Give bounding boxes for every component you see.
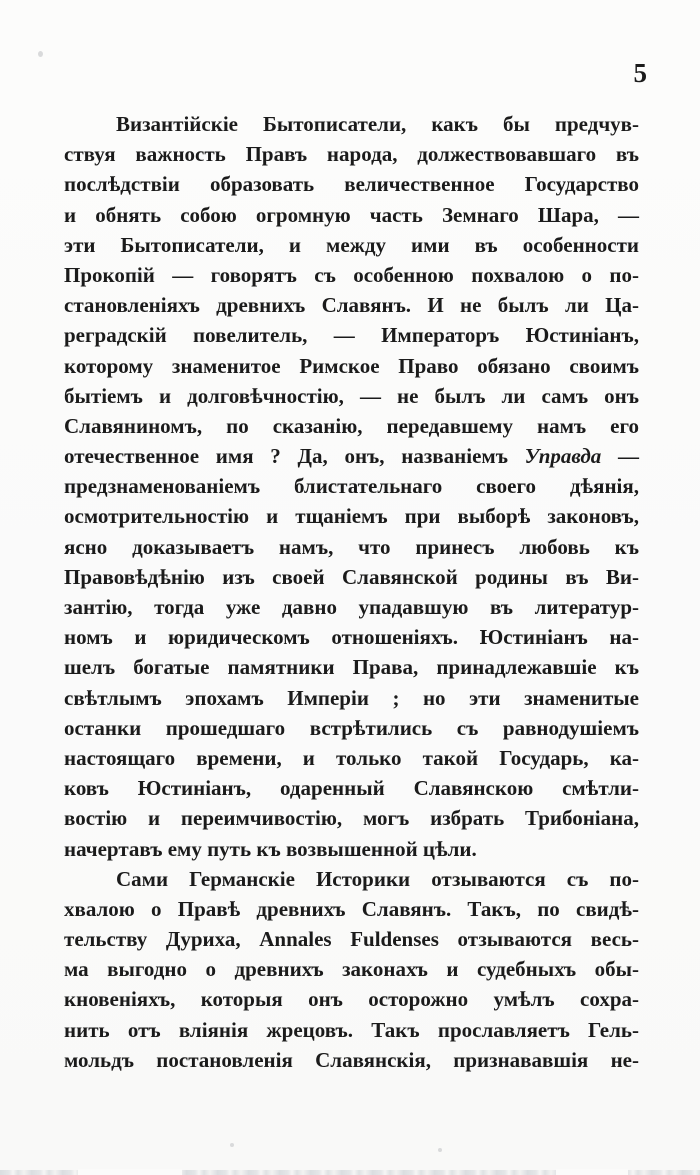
text-line: становленіяхъ древнихъ Славянъ. И не былъ ли Ца- [64, 293, 639, 318]
text-line: Прокопій — говорятъ съ особенною похвалою о по- [64, 262, 639, 287]
page-edge-gap [78, 1169, 182, 1175]
text-block [64, 109, 639, 1075]
text-line: хвалою о Правѣ древнихъ Славянъ. Такъ, по свидѣ- [64, 896, 639, 921]
scan-speck [230, 1143, 234, 1147]
text-line: Славяниномъ, по сказанію, передавшему намъ его [64, 413, 639, 438]
text-line: останки прошедшаго встрѣтились съ равнодушіемъ [64, 715, 639, 740]
text-line: и обнять собою огромную часть Земнаго Шара, — [64, 202, 639, 227]
text-line: нить отъ вліянія жрецовъ. Такъ прославляетъ Гель- [64, 1017, 639, 1042]
text-line: реградскій повелитель, — Императоръ Юстиніанъ, [64, 323, 639, 348]
text-line: начертавъ ему путь къ возвышенной цѣли. [64, 836, 477, 861]
text-line: настоящаго времени, и только такой Государь, ка- [64, 745, 639, 770]
text-line: Византійскіе Бытописатели, какъ бы предчув- [116, 112, 639, 136]
scan-speck [438, 1148, 442, 1152]
text-line: отечественное имя ? Да, онъ, названіемъ Управда — [64, 444, 640, 469]
text-line: осмотрительностію и тщаніемъ при выборѣ законовъ, [64, 504, 639, 529]
text-line: Правовѣдѣнію изъ своей Славянской родины въ Ви- [64, 564, 639, 589]
page-edge-gap [556, 1169, 628, 1175]
text-line: которому знаменитое Римское Право обязано своимъ [64, 353, 639, 378]
text-line: ковъ Юстиніанъ, одаренный Славянскою смѣтли- [64, 776, 639, 801]
text-line: номъ и юридическомъ отношеніяхъ. Юстиніанъ на- [64, 625, 639, 650]
text-line: предзнаменованіемъ блистательнаго своего дѣянія, [64, 474, 639, 499]
page-number: 5 [633, 58, 648, 88]
text-line: свѣтлымъ эпохамъ Имперіи ; но эти знаменитые [64, 685, 639, 710]
text-line: зантію, тогда уже давно упадавшую въ литератур- [64, 595, 639, 619]
text-line: Сами Германскіе Историки отзываются съ по- [116, 866, 639, 891]
text-line: востію и переимчивостію, могъ избрать Трибоніана, [64, 806, 639, 831]
text-line: ма выгодно о древнихъ законахъ и судебныхъ обы- [64, 957, 639, 982]
text-line: эти Бытописатели, и между ими въ особенности [64, 232, 639, 257]
scan-speck [38, 51, 43, 57]
text-line: тельству Дуриха, Annales Fuldenses отзываются весь- [64, 927, 639, 952]
text-line: мольдъ постановленія Славянскія, признававшія не- [64, 1047, 639, 1072]
text-line: бытіемъ и долговѣчностію, — не былъ ли самъ онъ [64, 383, 639, 408]
text-line: ясно доказываетъ намъ, что принесъ любовь къ [64, 534, 639, 559]
text-line: кновеніяхъ, которыя онъ осторожно умѣлъ сохра- [64, 987, 639, 1012]
text-line: ствуя важность Правъ народа, должествовавшаго въ [64, 142, 639, 167]
text-line: шелъ богатые памятники Права, принадлежавшіе къ [64, 655, 639, 680]
text-line: послѣдствіи образовать величественное Государство [64, 172, 639, 197]
